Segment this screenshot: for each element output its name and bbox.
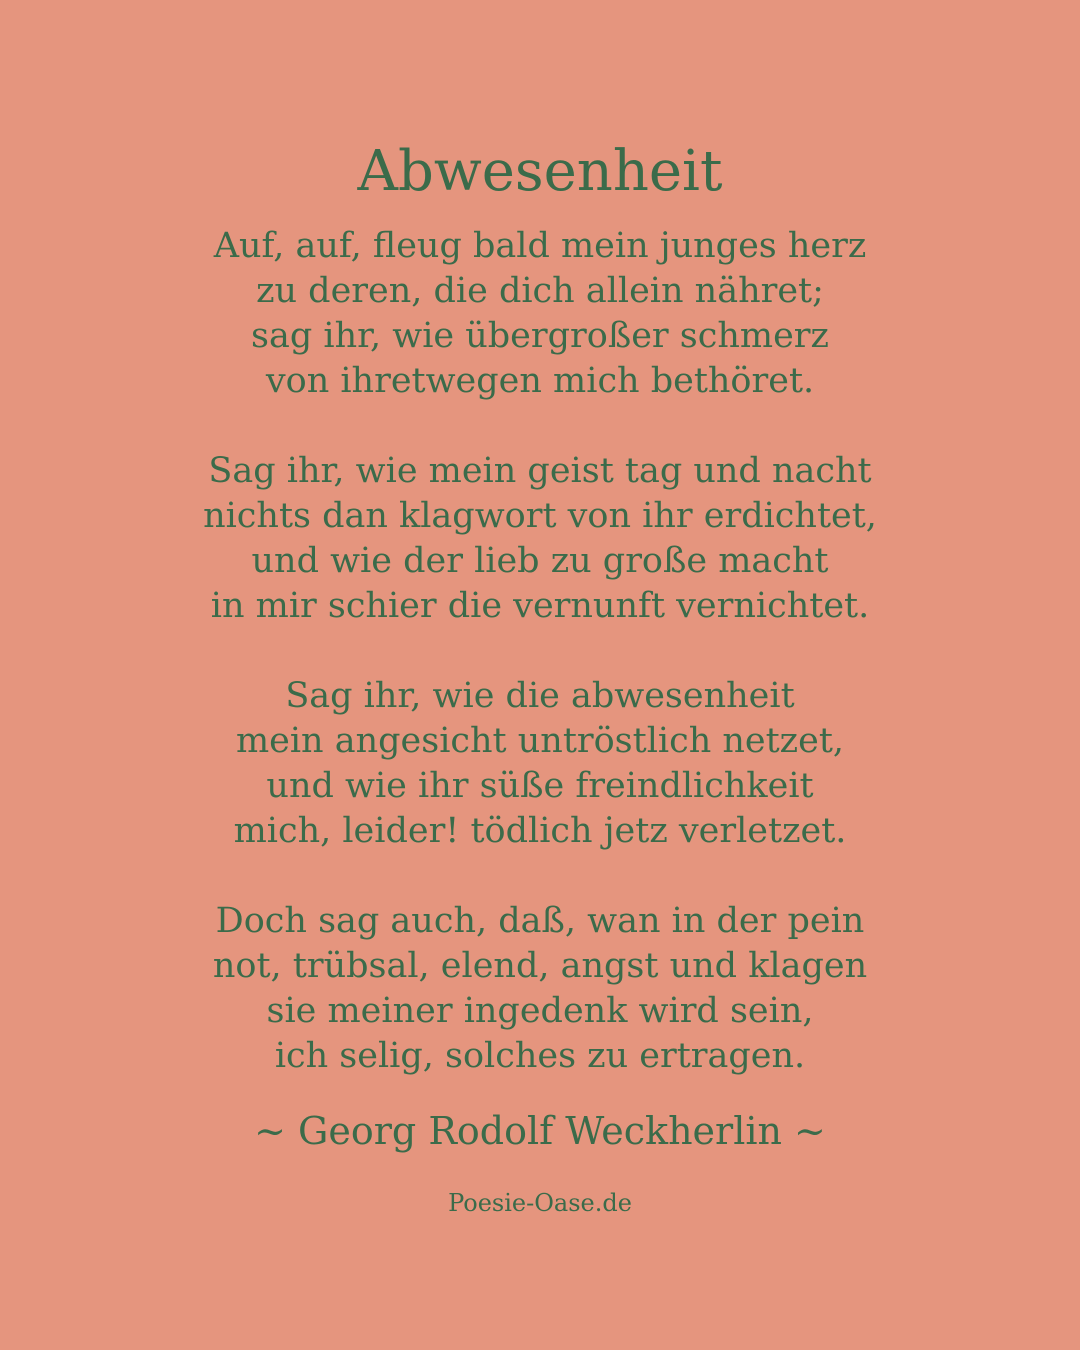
poem-line: sie meiner ingedenk wird sein, bbox=[266, 991, 814, 1031]
poem-line: not, trübsal, elend, angst und klagen bbox=[212, 946, 868, 986]
site-watermark: Poesie-Oase.de bbox=[448, 1189, 632, 1217]
poem-line: zu deren, die dich allein nähret; bbox=[256, 271, 824, 311]
poem-author: ~ Georg Rodolf Weckherlin ~ bbox=[254, 1109, 826, 1153]
stanza-3 bbox=[0, 674, 1080, 854]
poem-line: in mir schier die vernunft vernichtet. bbox=[210, 586, 870, 626]
poem-line: und wie der lieb zu große macht bbox=[251, 541, 829, 581]
poem-line: Auf, auf, fleug bald mein junges herz bbox=[213, 226, 867, 266]
poem-body bbox=[0, 224, 1080, 1124]
poem-line: Sag ihr, wie mein geist tag und nacht bbox=[208, 451, 872, 491]
stanza-2 bbox=[0, 449, 1080, 629]
poem-line: von ihretwegen mich bethöret. bbox=[265, 361, 815, 401]
poem-line: nichts dan klagwort von ihr erdichtet, bbox=[203, 496, 877, 536]
stanza-1 bbox=[0, 224, 1080, 404]
poem-line: ich selig, solches zu ertragen. bbox=[274, 1036, 806, 1076]
poem-line: mein angesicht untröstlich netzet, bbox=[235, 721, 845, 761]
poem-line: Sag ihr, wie die abwesenheit bbox=[285, 676, 795, 716]
poem-line: sag ihr, wie übergroßer schmerz bbox=[251, 316, 829, 356]
stanza-4 bbox=[0, 899, 1080, 1079]
poem-title: Abwesenheit bbox=[357, 139, 723, 204]
poem-line: und wie ihr süße freindlichkeit bbox=[266, 766, 814, 806]
poem-line: Doch sag auch, daß, wan in der pein bbox=[215, 901, 865, 941]
poem-line: mich, leider! tödlich jetz verletzet. bbox=[233, 811, 847, 851]
